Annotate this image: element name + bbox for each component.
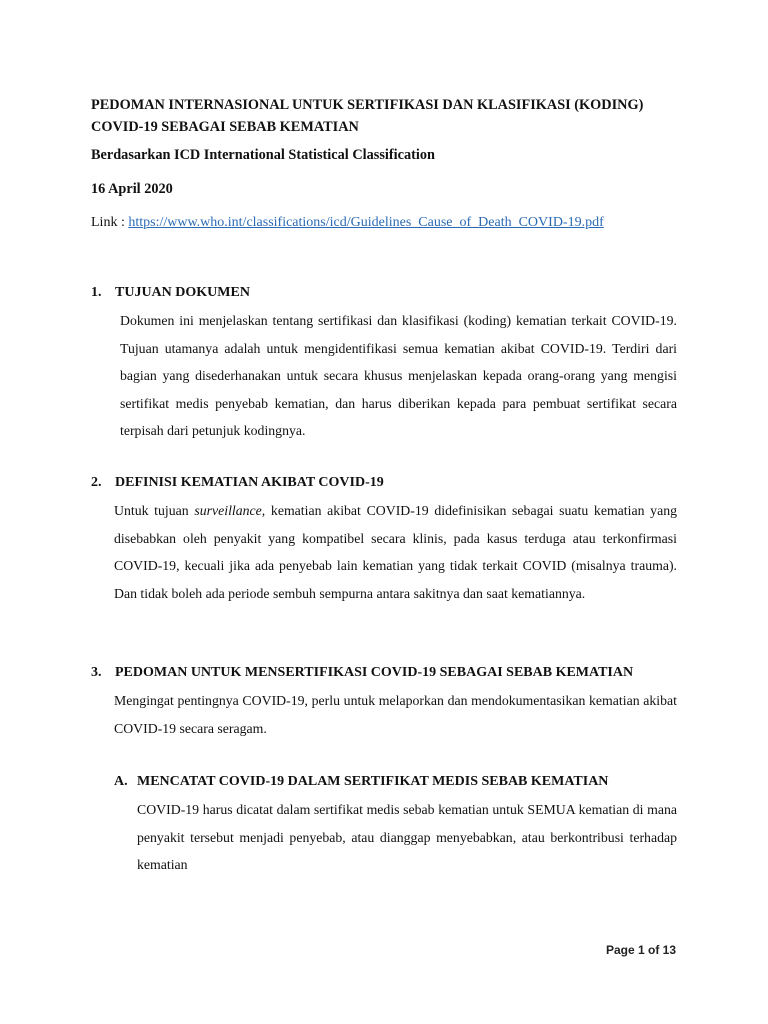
- document-title: PEDOMAN INTERNASIONAL UNTUK SERTIFIKASI DAN KLASIFIKASI (KODING) COVID-19 SEBAGAI SEBAB KEMATIAN: [91, 97, 644, 135]
- subsection-a-heading: [114, 774, 608, 790]
- paragraph-text: Untuk tujuan: [114, 503, 195, 518]
- subsection-heading-text: MENCATAT COVID-19 DALAM SERTIFIKAT MEDIS SEBAB KEMATIAN: [137, 774, 609, 789]
- subsection-a-paragraph: COVID-19 harus dicatat dalam sertifikat medis sebab kematian untuk SEMUA kematian di mana penyakit tersebut menjadi penyebab, atau dianggap menyebabkan, atau berkontribusi terhadap kematian: [137, 802, 677, 872]
- paragraph-text: , kematian akibat COVID-19 didefinisikan sebagai suatu kematian yang disebabkan oleh penyakit yang kompatibel secara klinis, pada kasus terduga atau terkonfirmasi COVID-19, kecuali jika ada penyebab lain kematian yang tidak terkait COVID (misalnya trauma). Dan tidak boleh ada periode sembuh sempurna antara sakitnya dan saat kematiannya.: [114, 503, 677, 601]
- section-3-paragraph: Mengingat pentingnya COVID-19, perlu untuk melaporkan dan mendokumentasikan kematian akibat COVID-19 secara seragam.: [114, 693, 677, 736]
- section-2-paragraph: [114, 497, 677, 607]
- page-number: Page 1 of 13: [606, 943, 677, 957]
- subsection-letter: A.: [114, 774, 128, 789]
- section-1-paragraph: Dokumen ini menjelaskan tentang sertifikasi dan klasifikasi (koding) kematian terkait COVID-19. Tujuan utamanya adalah untuk mengidentifikasi semua kematian akibat COVID-19. Terdiri dari bagian yang disederhanakan untuk secara khusus menjelaskan kepada orang-orang yang mengisi sertifikat medis penyebab kematian, dan harus diberikan kepada para pembuat sertifikat secara terpisah dari petunjuk kodingnya.: [120, 313, 677, 438]
- section-heading-text: PEDOMAN UNTUK MENSERTIFIKASI COVID-19 SEBAGAI SEBAB KEMATIAN: [115, 665, 634, 680]
- emphasis-term: surveillance: [194, 503, 262, 518]
- link-prefix: Link :: [91, 215, 129, 230]
- section-heading-text: DEFINISI KEMATIAN AKIBAT COVID-19: [115, 475, 384, 490]
- section-2-heading: [91, 475, 384, 491]
- section-number: 1.: [91, 285, 102, 300]
- section-3-heading: [91, 665, 633, 681]
- document-subtitle: Berdasarkan ICD International Statistical Classification: [91, 147, 435, 163]
- section-number: 3.: [91, 665, 102, 680]
- document-date: 16 April 2020: [91, 181, 173, 197]
- section-heading-text: TUJUAN DOKUMEN: [115, 285, 250, 300]
- section-1-heading: [91, 285, 250, 301]
- section-number: 2.: [91, 475, 102, 490]
- link-line: [91, 215, 604, 231]
- source-link[interactable]: https://www.who.int/classifications/icd/Guidelines_Cause_of_Death_COVID-19.pdf: [128, 215, 604, 230]
